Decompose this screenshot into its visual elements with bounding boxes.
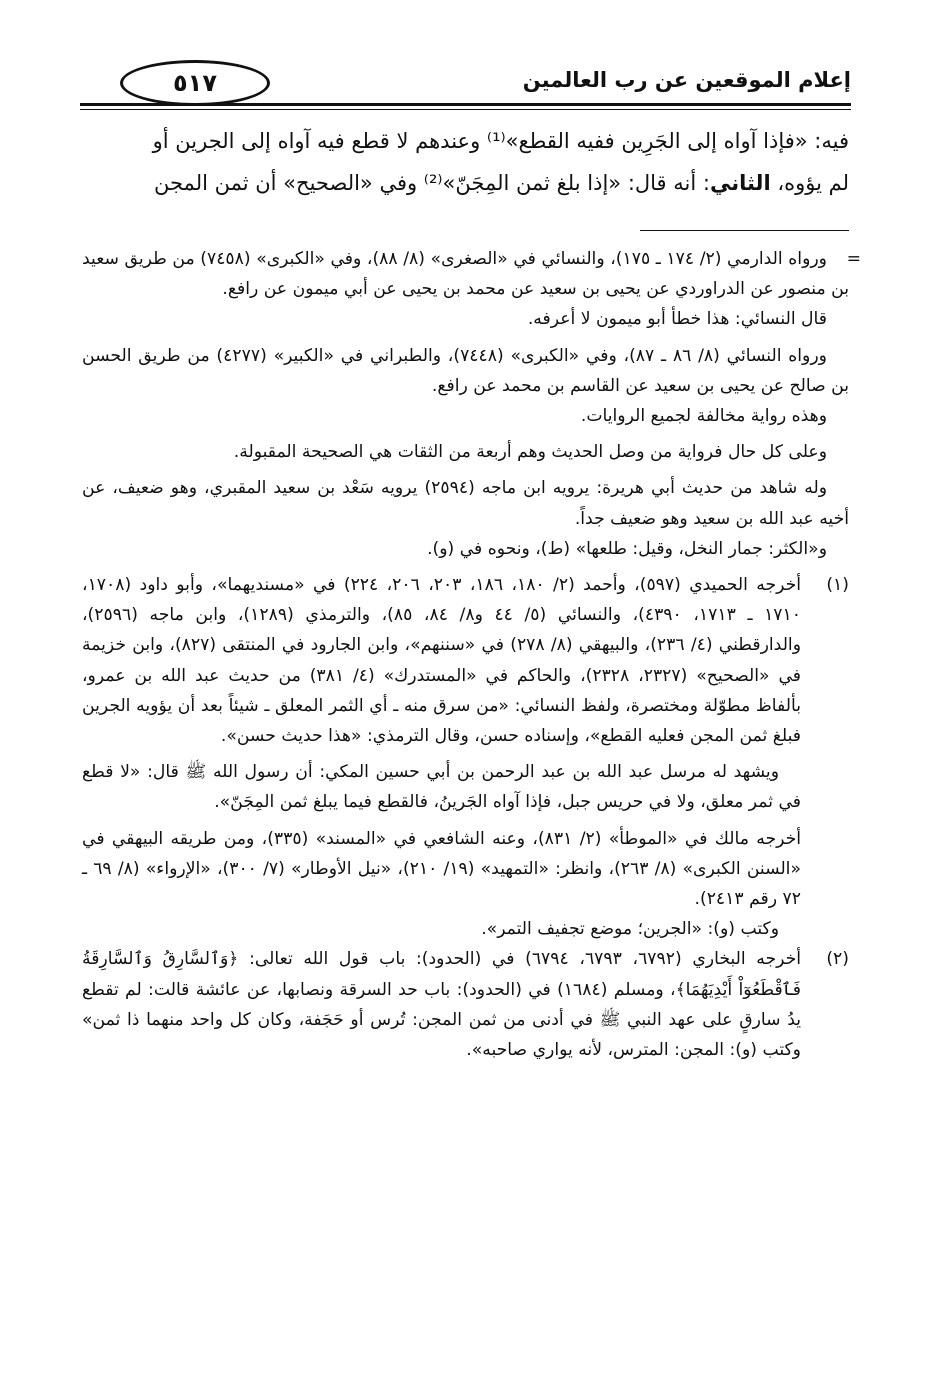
footnote-paragraph: وهذه رواية مخالفة لجميع الروايات. — [580, 406, 827, 427]
footnote-2: (٢) أخرجه البخاري (٦٧٩٢، ٦٧٩٣، ٦٧٩٤) في (الحدود): باب قول الله تعالى: ﴿وَٱلسَّارِقُ وَٱلسَّارِقَةُ فَٱقْطَعُوٓاْ أَيْدِيَهُمَا﴾، ومسلم (١٦٨٤) في (الحدود): باب حد السرقة ونصابها، عن عائشة قالت: لم تقطع يدُ سارقٍ على عهد النبي ﷺ في أدنى من ثمن المجن: تُرس أو حَجَفة، وكان كل واحد منهما ذا ثمن» وكتب (و): المجن: المترس، لأنه يواري صاحبه». — [82, 944, 849, 1065]
main-line: فيه: «فإذا آواه إلى الجَرِين ففيه القطع»⁽¹⁾ وعندهم لا قطع فيه آواه إلى الجرين أو — [152, 129, 849, 153]
footnote-paragraph: قال النسائي: هذا خطأ أبو ميمون لا أعرفه. — [527, 309, 827, 330]
footnote-number: (١) — [826, 575, 849, 596]
header-rule-thin — [80, 109, 851, 110]
continuation-marker: = — [846, 249, 861, 269]
emphasis: الثاني — [709, 171, 771, 195]
footnote-number: (٢) — [826, 949, 849, 970]
footnote-separator — [640, 230, 849, 231]
footnote-1: (١) أخرجه الحميدي (٥٩٧)، وأحمد (٢/ ١٨٠، ١٨٦، ٢٠٣، ٢٠٦، ٢٢٤) في «مسنديهما»، وأبو داود (١٧٠٨، ١٧١٠ ـ ١٧١٣، ٤٣٩٠)، والنسائي (٥/ ٤٤ و٨/ ٨٤، ٨٥)، والترمذي (١٢٨٩)، وابن ماجه (٢٥٩٦)، والدارقطني (٤/ ٢٣٦)، والبيهقي (٨/ ٢٧٨) في «سننهم»، وابن الجارود في المنتقى (٨٢٧)، وابن خزيمة في «الصحيح» (٢٣٢٧، ٢٣٢٨)، والحاكم في «المستدرك» (٤/ ٣٨١) من حديث عبد الله بن عمرو، بألفاظ مطوّلة ومختصرة، ولفظ النسائي: «من سرق منه ـ أي الثمر المعلق ـ شيئاً بعد أن يؤويه الجرين فبلغ ثمن المجن فعليه القطع»، وإسناده حسن، وقال الترمذي: «هذا حديث حسن». — [82, 570, 849, 751]
footnotes — [82, 244, 861, 1065]
footnote-paragraph: وله شاهد من حديث أبي هريرة: يرويه ابن ماجه (٢٥٩٤) يرويه سَعْد بن سعيد المقبري، وهو ضعيف، عن أخيه عبد الله بن سعيد وهو ضعيف جداً. — [82, 478, 849, 529]
footnote-paragraph: وكتب (و): «الجرين؛ موضع تجفيف التمر». — [481, 919, 779, 940]
main-text — [82, 120, 849, 204]
footnote-paragraph: أخرجه مالك في «الموطأ» (٢/ ٨٣١)، وعنه الشافعي في «المسند» (٣٣٥)، ومن طريقه البيهقي في «السنن الكبرى» (٨/ ٢٦٣)، وانظر: «التمهيد» (١٩/ ٢١٠)، «نيل الأوطار» (٧/ ٣٠٠)، «الإرواء» (٨/ ٦٩ ـ ٧٢ رقم ٢٤١٣). — [82, 828, 801, 910]
running-title: إعلام الموقعين عن رب العالمين — [522, 68, 851, 92]
page-number: ٥١٧ — [120, 60, 270, 106]
footnote-paragraph: و«الكثر: جمار النخل، وقيل: طلعها» (ط)، ونحوه في (و). — [427, 538, 827, 559]
main-line: لم يؤوه، الثاني: أنه قال: «إذا بلغ ثمن المِجَنّ»⁽²⁾ وفي «الصحيح» أن ثمن المجن — [154, 171, 849, 195]
footnote-paragraph: وعلى كل حال فرواية من وصل الحديث وهم أربعة من الثقات هي الصحيحة المقبولة. — [233, 442, 827, 463]
footnote-paragraph: ويشهد له مرسل عبد الله بن عبد الرحمن بن أبي حسين المكي: أن رسول الله ﷺ قال: «لا قطع في ثمر معلق، ولا في حريس جبل، فإذا آواه الجَرينُ، فالقطع فيما يبلغ ثمن المِجَنّ». — [82, 762, 801, 813]
footnote-paragraph: ورواه النسائي (٨/ ٨٦ ـ ٨٧)، وفي «الكبرى» (٧٤٤٨)، والطبراني في «الكبير» (٤٢٧٧) من طريق الحسن بن صالح عن يحيى بن سعيد عن القاسم بن محمد عن رافع. — [82, 345, 849, 396]
footnote-paragraph: = ورواه الدارمي (٢/ ١٧٤ ـ ١٧٥)، والنسائي في «الصغرى» (٨/ ٨٨)، وفي «الكبرى» (٧٤٥٨) من طريق سعيد بن منصور عن الدراوردي عن يحيى بن سعيد عن محمد بن يحيى عن أبي ميمون عن رافع. — [82, 244, 849, 304]
